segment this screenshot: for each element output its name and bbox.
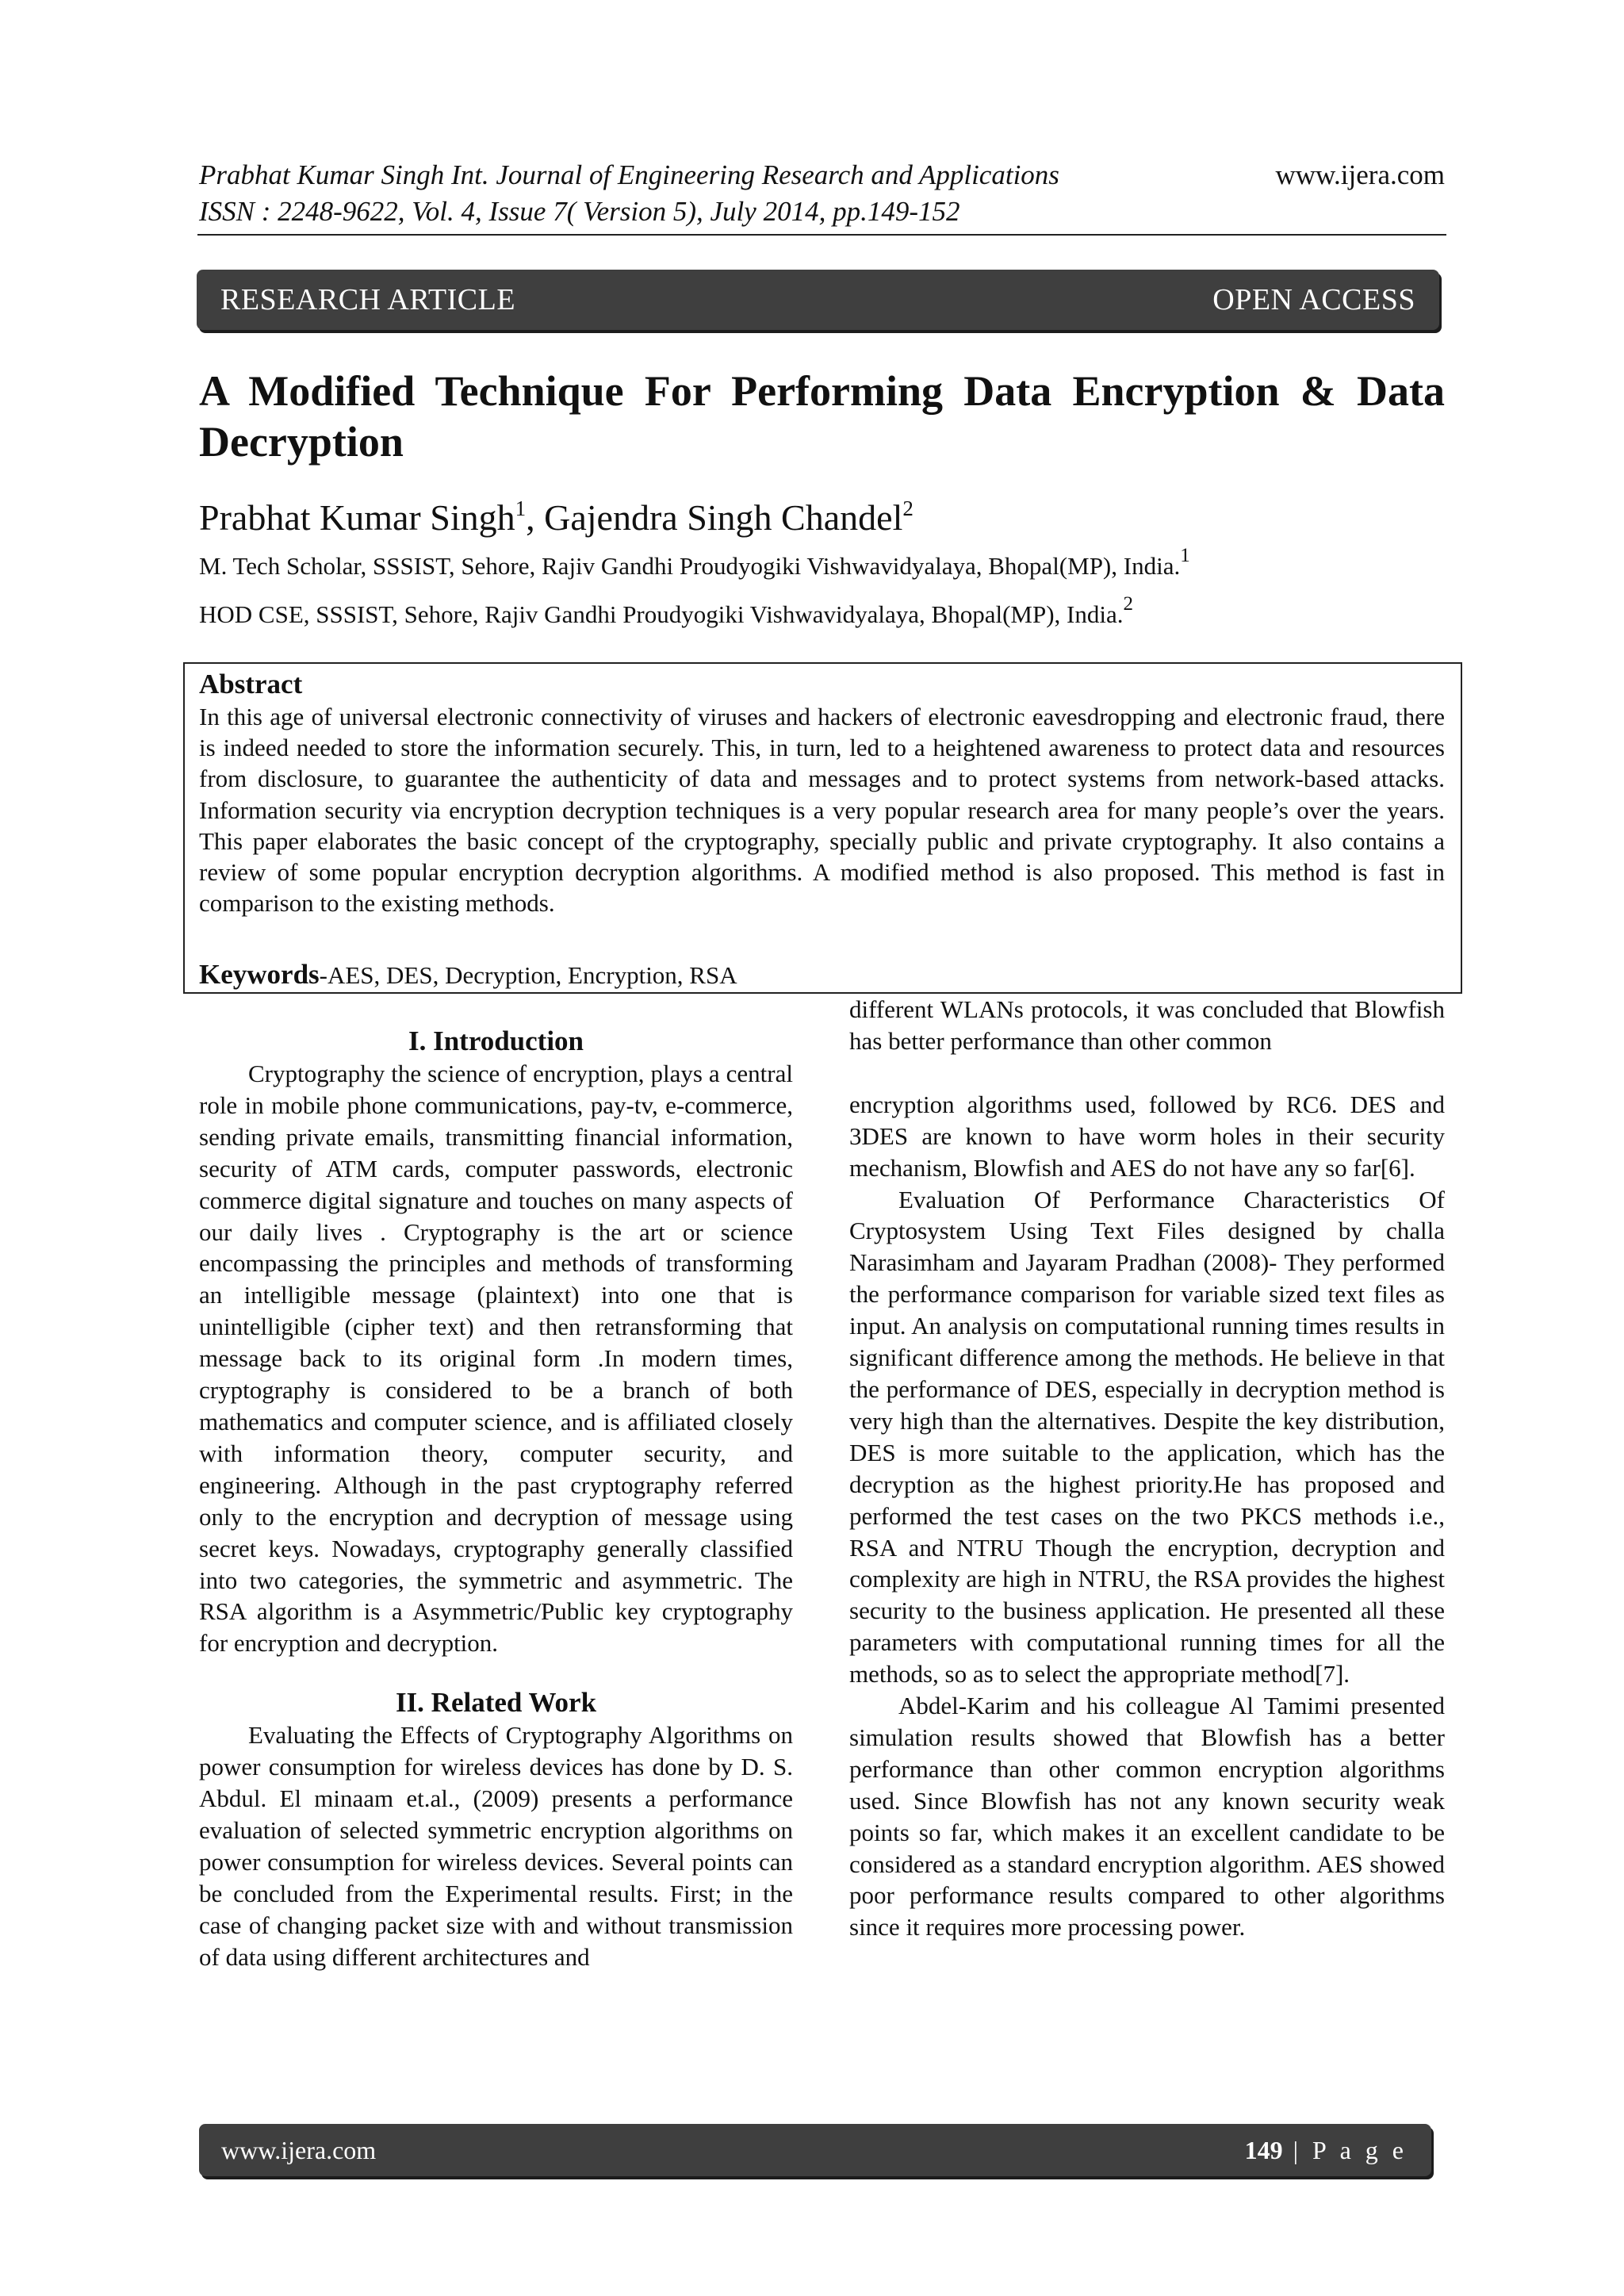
affiliation-1 [199,545,1190,582]
abstract-text: In this age of universal electronic connectivity of viruses and hackers of electronic eavesdropping and electronic fraud, there is indeed needed to store the information securely. This, in turn, led to a heightened awareness to protect data and resources from disclosure, to guarantee the authenticity of data and messages and to protect systems from network-based attacks. Information security via encryption decryption techniques is a very popular research area for many people’s over the years. This paper elaborates the basic concept of the cryptography, specially public and private cryptography. It also contains a review of some popular encryption decryption algorithms. A modified method is also proposed. This method is fast in comparison to the existing methods. [199,703,1445,918]
body-paragraph: different WLANs protocols, it was concluded that Blowfish has better performance than other common [849,995,1445,1055]
affiliation-text: HOD CSE, SSSIST, Sehore, Rajiv Gandhi Proudyogiki Vishwavidyalaya, Bhopal(MP), India. [199,600,1124,628]
body-paragraph: Abdel-Karim and his colleague Al Tamimi presented simulation results showed that Blowfish has a better performance than other common encryption algorithms used. Since Blowfish has not any known security weak points so far, which makes it an excellent candidate to be considered as a standard encryption algorithm. AES showed poor performance results compared to other algorithms since it requires more processing power. [849,1692,1445,1941]
paper-title: A Modified Technique For Performing Data Encryption & Data Decryption [199,367,1445,466]
page-indicator [1245,2136,1408,2165]
page-footer [199,2124,1431,2176]
journal-citation: Prabhat Kumar Singh Int. Journal of Engineering Research and Applications [199,159,1059,190]
introduction-heading: I. Introduction [408,1025,584,1056]
footer-website-link[interactable]: www.ijera.com [221,2135,377,2164]
header-rule [197,234,1446,236]
affiliation-marker: 2 [1123,593,1133,615]
affiliation-2 [199,593,1133,631]
body-paragraph: Evaluation Of Performance Characteristics Of Cryptosystem Using Text Files designed by challa Narasimham and Jayaram Pradhan (2008)- They performed the performance comparison for variable sized text files as input. An analysis on computational running times results in significant difference among the methods. He believe in that the performance of DES, especially in decryption method is very high than the alternatives. Despite the key distribution, DES is more suitable to the application, which has the decryption as the highest priority.He has proposed and performed the test cases on the two PKCS methods i.e., RSA and NTRU Though the encryption, decryption and complexity are high in NTRU, the RSA provides the highest security to the business application. He presented all these parameters with computational running times for all the methods, so as to select the appropriate method[7]. [849,1185,1445,1688]
issn-line: ISSN : 2248-9622, Vol. 4, Issue 7( Version 5), July 2014, pp.149-152 [199,196,960,227]
open-access-label: OPEN ACCESS [1212,283,1415,316]
affiliation-marker: 1 [1180,545,1190,566]
author-name: Prabhat Kumar Singh [199,497,515,538]
research-article-label: RESEARCH ARTICLE [220,283,516,316]
related-work-paragraph: Evaluating the Effects of Cryptography Algorithms on power consumption for wireless devices has done by D. S. Abdul. El minaam et.al., (2009) presents a performance evaluation of selected symmetric encryption algorithms on power consumption for wireless devices. Several points can be concluded from the Experimental results. First; in the case of changing packet size with and without transmission of data using different architectures and [199,1721,793,1971]
introduction-paragraph: Cryptography the science of encryption, plays a central role in mobile phone communications, pay-tv, e-commerce, sending private emails, transmitting financial information, security of ATM cards, computer passwords, electronic commerce digital signature and touches on many aspects of our daily lives . Cryptography is the art or science encompassing the principles and methods of transforming an intelligible message (plaintext) into one that is unintelligible (cipher text) and then retransforming that message back to its original form .In modern times, cryptography is considered to be a branch of both mathematics and computer science, and is affiliated closely with information theory, computer security, and engineering. Although in the past cryptography referred only to the encryption and decryption of message using secret keys. Nowadays, cryptography generally classified into two categories, the symmetric and asymmetric. The RSA algorithm is a Asymmetric/Public key cryptography for encryption and decryption. [199,1060,793,1658]
affiliation-text: M. Tech Scholar, SSSIST, Sehore, Rajiv Gandhi Proudyogiki Vishwavidyalaya, Bhopal(MP), India. [199,552,1181,580]
right-column [849,994,1445,1943]
left-column [199,1025,793,1972]
article-type-banner [197,270,1439,330]
page-label: | P a g e [1282,2135,1408,2164]
related-work-heading: II. Related Work [395,1687,597,1719]
author-name: Gajendra Singh Chandel [544,497,903,538]
body-paragraph: encryption algorithms used, followed by RC6. DES and 3DES are known to have worm holes in their security mechanism, Blowfish and AES do not have any so far[6]. [849,1090,1445,1182]
keywords-list: -AES, DES, Decryption, Encryption, RSA [319,961,737,989]
author-affiliation-marker: 2 [902,496,914,520]
header-website-link[interactable]: www.ijera.com [1275,159,1445,190]
author-separator: , [526,497,545,538]
author-affiliation-marker: 1 [515,496,527,520]
page-number: 149 [1244,2135,1283,2164]
abstract-heading: Abstract [199,669,303,700]
keywords-line [199,959,737,991]
author-list [199,496,914,540]
keywords-label: Keywords [199,959,320,990]
